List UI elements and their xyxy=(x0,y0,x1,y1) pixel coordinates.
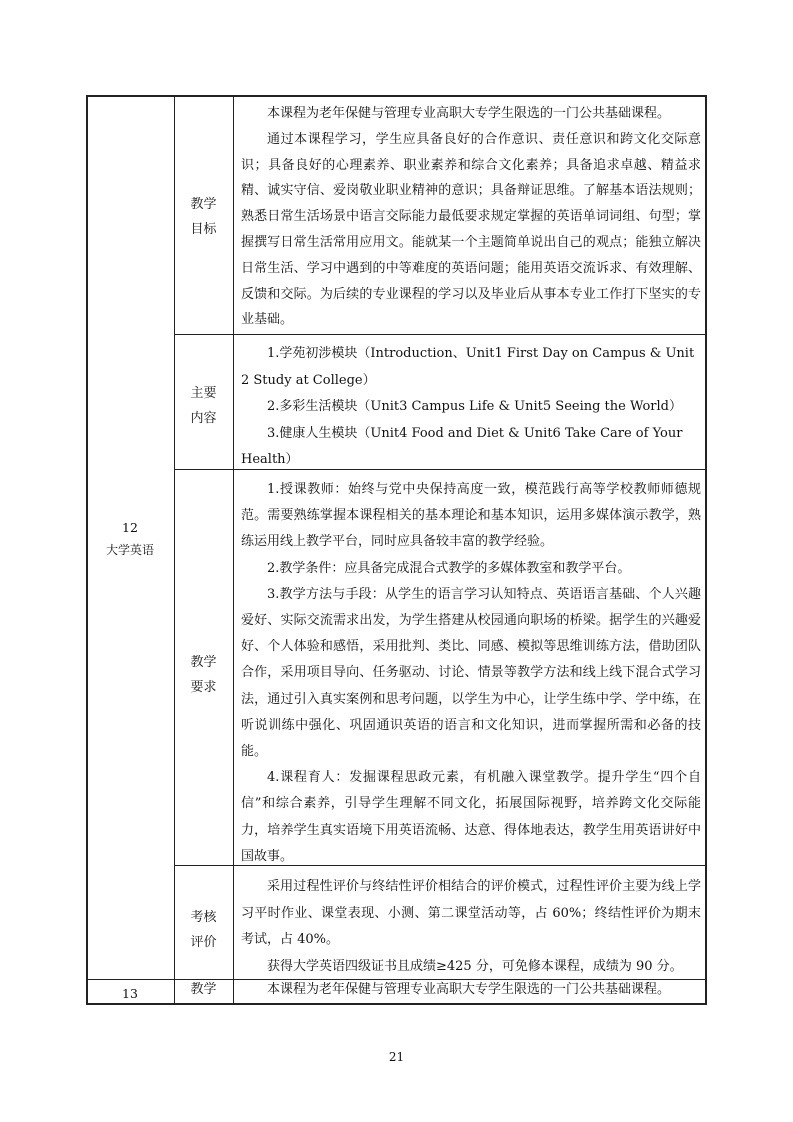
course-name: 大学英语 xyxy=(105,543,154,557)
section-label-assessment: 考核 评价 xyxy=(190,910,217,950)
paragraph: 4.课程育人：发掘课程思政元素，有机融入课堂教学。提升学生“四个自信”和综合素养，引导学生理解不同文化，拓展国际视野，培养跨文化交际能力，培养学生真实语境下用英语流畅、达意、得体地表达，教学生用英语讲好中国故事。 xyxy=(241,770,701,864)
table-right-border xyxy=(705,95,707,1005)
section-label-objectives-13: 教学 xyxy=(190,982,217,997)
row-13-number: 13 xyxy=(122,986,138,1001)
paragraph: 2.教学条件：应具备完成混合式教学的多媒体教室和教学平台。 xyxy=(267,560,631,576)
list-item: 1.学苑初涉模块（Introduction、Unit1 First Day on Campus & Unit 2 Study at College） xyxy=(241,346,695,388)
list-item: 2.多彩生活模块（Unit3 Campus Life & Unit5 Seeing the World） xyxy=(267,399,682,414)
table-bottom-border xyxy=(86,1003,707,1005)
main-content-list xyxy=(241,341,701,474)
paragraph: 采用过程性评价与终结性评价相结合的评价模式，过程性评价主要为线上学习平时作业、课堂表现、小测、第二课堂活动等，占 60%；终结性评价为期末考试，占 40%。 xyxy=(241,879,701,947)
assessment-content xyxy=(241,874,701,980)
section-label-objectives: 教学 目标 xyxy=(190,197,217,237)
paragraph: 获得大学英语四级证书且成绩≥425 分，可免修本课程，成绩为 90 分。 xyxy=(267,958,683,974)
column-divider-2 xyxy=(233,95,234,1005)
list-item: 3.健康人生模块（Unit4 Food and Diet & Unit6 Take Care of Your Health） xyxy=(241,425,683,467)
paragraph: 本课程为老年保健与管理专业高职大专学生限选的一门公共基础课程。 xyxy=(267,982,671,997)
row-12-header xyxy=(86,517,174,561)
section-label-requirements: 教学 要求 xyxy=(190,655,217,695)
paragraph: 3.教学方法与手段：从学生的语言学习认知特点、英语语言基础、个人兴趣爱好、实际交流需求出发，为学生搭建从校园通向职场的桥梁。据学生的兴趣爱好、个人体验和感悟，采用批判、类比、同感、模拟等思维训练方法，借助团队合作，采用项目导向、任务驱动、讨论、情景等教学方法和线上线下混合式学习法，通过引入真实案例和思考问题，以学生为中心，让学生练中学、学中练，在听说训练中强化、巩固通识英语的语言和文化知识，进而掌握所需和必备的技能。 xyxy=(241,586,701,760)
paragraph: 本课程为老年保健与管理专业高职大专学生限选的一门公共基础课程。 xyxy=(267,106,671,121)
row-number: 12 xyxy=(122,520,138,535)
row-13-content xyxy=(241,979,701,1001)
paragraph: 1.授课教师：始终与党中央保持高度一致，模范践行高等学校教师师德规范。需要熟练掌握本课程相关的基本理论和基本知识，运用多媒体演示教学，熟练运用线上教学平台，同时应具备较丰富的教学经验。 xyxy=(241,482,701,550)
requirements-content xyxy=(241,477,701,870)
objectives-content xyxy=(241,101,701,333)
section-label-content: 主要 内容 xyxy=(190,386,217,426)
page-number: 21 xyxy=(388,1050,405,1064)
table-top-border xyxy=(86,95,707,97)
divider-objectives-content xyxy=(174,334,707,335)
paragraph: 通过本课程学习，学生应具备良好的合作意识、责任意识和跨文化交际意识；具备良好的心理素养、职业素养和综合文化素养；具备追求卓越、精益求精、诚实守信、爱岗敬业职业精神的意识；具备辩证思维。了解基本语法规则；熟悉日常生活场景中语言交际能力最低要求规定掌握的英语单词词组、句型；掌握撰写日常生活常用应用文。能就某一个主题简单说出自己的观点；能独立解决日常生活、学习中遇到的中等难度的英语问题；能用英语交流诉求、有效理解、反馈和交际。为后续的专业课程的学习以及毕业后从事本专业工作打下坚实的专业基础。 xyxy=(241,131,701,328)
